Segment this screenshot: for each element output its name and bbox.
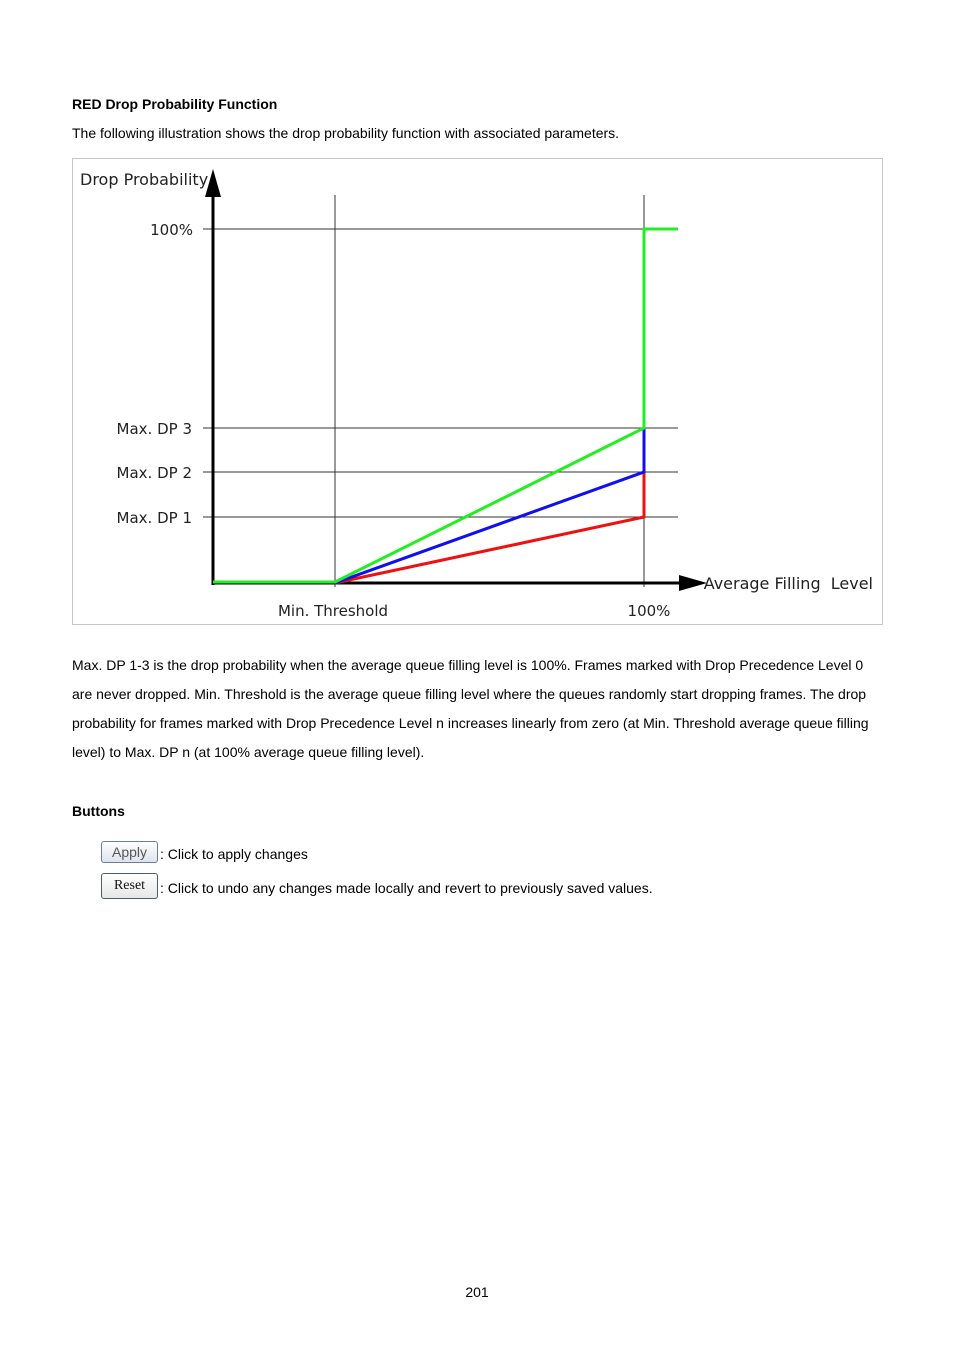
y-label-dp3: Max. DP 3	[116, 420, 192, 438]
y-label-dp2: Max. DP 2	[116, 464, 192, 482]
apply-button-row	[101, 841, 308, 863]
x-label-100: 100%	[627, 602, 671, 620]
y-label-dp1: Max. DP 1	[116, 509, 192, 527]
apply-button[interactable]: Apply	[101, 841, 158, 863]
reset-button-row	[101, 873, 653, 899]
apply-button-description: : Click to apply changes	[160, 846, 308, 862]
x-label-min-threshold: Min. Threshold	[277, 602, 389, 620]
reset-button-description: : Click to undo any changes made locally and revert to previously saved values.	[160, 880, 653, 896]
page-number: 201	[465, 1284, 489, 1300]
drop-probability-chart	[73, 159, 884, 626]
dp3-line	[213, 229, 678, 582]
description-paragraph: Max. DP 1-3 is the drop probability when the average queue filling level is 100%. Frames marked with Drop Precedence Level 0 are never dropped. Min. Threshold is the average queue filling level where the queues randomly start dropping frames. The drop probability for frames marked with Drop Precedence Level n increases linearly from zero (at Min. Threshold average queue filling level) to Max. DP n (at 100% average queue filling level).	[72, 657, 869, 760]
drop-probability-figure	[72, 158, 883, 625]
y-label-100: 100%	[150, 221, 193, 239]
section-title: RED Drop Probability Function	[72, 96, 278, 112]
x-axis-title: Average Filling Level	[703, 574, 873, 593]
intro-paragraph: The following illustration shows the drop probability function with associated parameters.	[72, 125, 620, 141]
reset-button[interactable]: Reset	[101, 873, 158, 899]
buttons-heading: Buttons	[72, 803, 125, 819]
y-axis-title: Drop Probability	[80, 170, 209, 189]
